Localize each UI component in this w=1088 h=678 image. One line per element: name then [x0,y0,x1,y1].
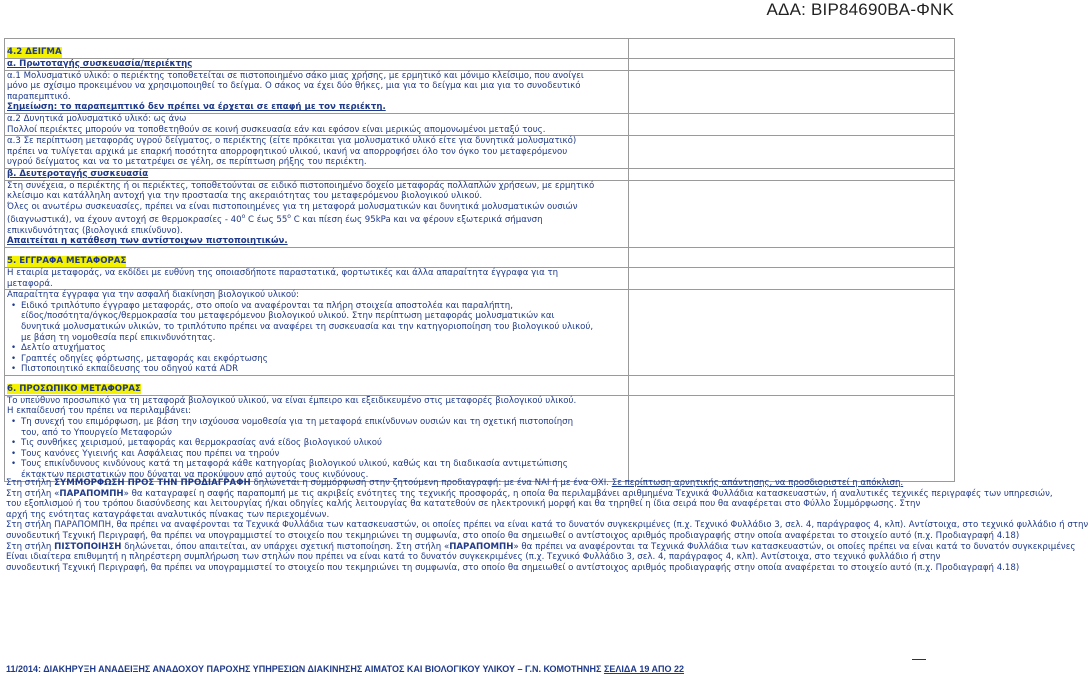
text-fragment: ΠΑΡΑΠΟΜΠΗ [449,541,514,552]
spec-cell [5,395,629,481]
footer-dash [912,659,926,660]
spec-cell [5,136,629,169]
text-fragment: » θα καταγραφεί η σαφής παραπομπή με τις ακριβείς ενότητες της τεχνικής προσφοράς, η οποία θα περιλαμβάνει αριθμημένα Τεχνικά Φυλλάδια κατασκευαστών, ή αναλυτικές τεχνικές περιγραφές των υπηρεσιών, [123,488,1053,499]
list-item: • Ειδικό τριπλότυπο έγγραφο μεταφοράς, στο οποίο να αναφέρονται τα πλήρη στοιχεία αποστολέα και παραλήπτη, [7,301,626,312]
text-fragment: Στη στήλη [6,478,55,488]
table-row [5,375,955,395]
note-line: συνοδευτική Τεχνική Περιγραφή, θα πρέπει να υπογραμμιστεί το στοιχείο που τεκμηριώνει τη συμφωνία, στο οποίο θα σημειωθεί ο αντίστοιχος αριθμός προδιαγραφής στην οποία αναφέρεται το στοιχείο αυτό (π.χ. Προδιαγραφή 4.18) [6,562,1020,573]
spec-cell [5,168,629,180]
table-row [5,247,955,267]
list-item-continuation: έκτακτων περιστατικών που δύναται να προκύψουν από αυτούς τους κινδύνους. [21,470,369,481]
compliance-cell [629,247,955,267]
notes-block [6,478,1088,573]
spec-cell [5,113,629,135]
note-line [6,488,1053,500]
spec-cell [5,39,629,59]
note-line: Είναι ιδιαίτερα επιθυμητή η πληρέστερη συμπλήρωση των στηλών που πρέπει να είναι κατά το δυνατόν συγκεκριμένες (π.χ. Τεχνικό Φυλλάδιο 3, σελ. 4, παράγραφος 4, κλπ). Αντίστοιχα, στο τεχνικό φυλλάδιο ή στην [6,552,941,563]
transport-documents-title: 5. ΕΓΓΡΑΦΑ ΜΕΤΑΦΟΡΑΣ [7,255,127,266]
list-item: • Γραπτές οδηγίες φόρτωσης, μεταφοράς και εκφόρτωσης [7,354,626,365]
text-fragment: ΣΥΜΜΟΡΦΩΣΗ ΠΡΟΣ ΤΗΝ ΠΡΟΔΙΑΓΡΑΦΗ [54,478,251,488]
text-line: Πολλοί περιέκτες μπορούν να τοποθετηθούν σε κοινή συσκευασία εάν και εφόσον είναι μερικώς απομονωμένοι μεταξύ τους. [7,124,546,135]
compliance-cell [629,59,955,71]
compliance-cell [629,375,955,395]
spec-cell [5,59,629,71]
table-row [5,168,955,180]
text-fragment: Στη στήλη [6,541,55,552]
ada-code: ΑΔΑ: ΒΙΡ84690ΒΑ-ΦΝΚ [766,0,954,19]
text-line: υγρού δείγματος και να το μετατρέψει σε γέλη, σε περίπτωση ρήξης του περιέκτη. [7,157,367,168]
text-line: κλείσιμο και κατάλληλη αντοχή για την προστασία της ακεραιότητας του μεταφερόμενου βιολογικού υλικού. [7,191,483,202]
text-fragment: C έως 55 [245,215,288,226]
primary-packaging-title: α. Πρωτοταγής συσκευασία/περιέκτης [7,59,193,69]
spec-cell [5,70,629,113]
list-item-continuation: δυνητικά μολυσματικών υλικών, το τριπλότυπο πρέπει να αναφέρει τη συσκευασία και την κατηγοριοποίηση του βιολογικού υλικού, [21,321,594,332]
spec-cell [5,375,629,395]
list-item: • Τους επικίνδυνους κινδύνους κατά τη μεταφορά κάθε κατηγορίας βιολογικού υλικού, καθώς και τη διαδικασία αντιμετώπισης [7,459,626,470]
table-row [5,113,955,135]
note-line: αρχή της ενότητας καταγράφεται αναλυτικός πίνακας των περιεχομένων. [6,509,330,520]
text-line: μόνο με σχίσιμο προκειμένου να χρησιμοποιηθεί το δείγμα. Ο σάκος να έχει δύο θήκες, μια για το δείγμα και μια για το συνοδευτικό [7,81,581,92]
spec-cell [5,290,629,376]
compliance-cell [629,136,955,169]
text-line: παραπεμπτικό. [7,91,71,102]
degree-sup: ο [287,213,291,221]
text-line: επικινδυνότητας (βιολογικά επικίνδυνο). [7,225,183,236]
compliance-table [4,38,955,482]
table-row [5,39,955,59]
text-line: Όλες οι ανωτέρω συσκευασίες, πρέπει να είναι πιστοποιημένες για τη μεταφορά μολυσματικών και δυνητικά μολυσματικών ουσιών [7,201,578,212]
table-row [5,180,955,247]
spec-cell [5,180,629,247]
secondary-packaging-title: β. Δευτεροταγής συσκευασία [7,168,149,179]
text-fragment: (διαγνωστικά), να έχουν αντοχή σε θερμοκρασίες - 40 [7,215,242,226]
compliance-cell [629,180,955,247]
list-item: • Πιστοποιητικό εκπαίδευσης του οδηγού κατά ADR [7,364,626,375]
footer-text: 11/2014: ΔΙΑΚΗΡΥΞΗ ΑΝΑΔΕΙΞΗΣ ΑΝΑΔΟΧΟΥ ΠΑΡΟΧΗΣ ΥΠΗΡΕΣΙΩΝ ΔΙΑΚΙΝΗΣΗΣ ΑΙΜΑΤΟΣ ΚΑΙ ΒΙΟΛΟΓΙΚΟΥ ΥΛΙΚΟΥ – Γ.Ν. ΚΟΜΟΤΗΝΗΣ [6,664,604,674]
note-line: συνοδευτική Τεχνική Περιγραφή, θα πρέπει να υπογραμμιστεί το στοιχείο που τεκμηριώνει τη συμφωνία, στο οποίο θα σημειωθεί ο αντίστοιχος αριθμός προδιαγραφής στην οποία αναφέρεται το στοιχείο αυτό (π.χ. Προδιαγραφή 4.18) [6,530,1020,541]
text-fragment: δηλώνεται η συμμόρφωση στην ζητούμενη προδιαγραφή: με ένα ΝΑΙ ή με ένα ΟΧΙ. [250,478,612,488]
section-heading: 4.2 ΔΕΙΓΜΑ [7,47,62,57]
text-fragment: ΠΙΣΤΟΠΟΙΗΣΗ [54,541,122,552]
note-text: Σημείωση: το παραπεμπτικό δεν πρέπει να έρχεται σε επαφή με τον περιέκτη. [7,102,386,113]
degree-sup: ο [241,213,246,221]
text-line: Το υπεύθυνο προσωπικό για τη μεταφορά βιολογικού υλικού, να είναι έμπειρο και εξειδικευμένο στις μεταφορές βιολογικού υλικού. [7,395,577,406]
text-line: Στη συνέχεια, ο περιέκτης ή οι περιέκτες, τοποθετούνται σε ειδικό πιστοποιημένο δοχείο μεταφοράς πολλαπλών χρήσεων, με ερμητικό [7,180,595,191]
list-item: • Τις συνθήκες χειρισμού, μεταφοράς και θερμοκρασίας ανά είδος βιολογικού υλικού [7,438,626,449]
temperature-line [7,212,626,225]
table-row [5,267,955,289]
text-line: Η εταιρία μεταφοράς, να εκδίδει με ευθύνη της οποιασδήποτε παραστατικά, φορτωτικές και άλλα απαραίτητα έγγραφα για τη [7,267,559,278]
list-item-continuation: του, από το Υπουργείο Μεταφορών [21,427,172,438]
text-line: α.3 Σε περίπτωση μεταφοράς υγρού δείγματος, ο περιέκτης (είτε πρόκειται για μολυσματικό υλικό είτε για δυνητικά μολυσματικό) [7,136,577,147]
list-item: • Τους κανόνες Υγιεινής και Ασφάλειας που πρέπει να τηρούν [7,449,626,460]
compliance-cell [629,39,955,59]
note-line [6,478,954,489]
text-line: μεταφορά. [7,278,53,289]
text-fragment: Στη στήλη « [6,488,60,499]
transport-staff-title: 6. ΠΡΟΣΩΠΙΚΟ ΜΕΤΑΦΟΡΑΣ [7,383,141,394]
text-fragment: » θα πρέπει να αναφέρονται τα Τεχνικά Φυλλάδια των κατασκευαστών, οι οποίες πρέπει να είναι κατά το δυνατόν συγκεκριμένες [513,541,1076,552]
text-fragment: Σε περίπτωση αρνητικής απάντησης, να προσδιοριστεί η απόκλιση. [611,478,904,488]
text-line: α.2 Δυνητικά μολυσματικό υλικό: ως άνω [7,113,187,124]
table-row [5,136,955,169]
certificates-required: Απαιτείται η κατάθεση των αντίστοιχων πιστοποιητικών. [7,236,288,247]
compliance-cell [629,267,955,289]
table-row [5,290,955,376]
note-line [6,541,1076,553]
text-line: Απαραίτητα έγγραφα για την ασφαλή διακίνηση βιολογικού υλικού: [7,290,300,301]
page-footer [6,664,684,674]
table-row [5,59,955,71]
text-fragment: ΠΑΡΑΠΟΜΠΗ [59,488,124,499]
compliance-cell [629,395,955,481]
table-row [5,395,955,481]
list-item-continuation: είδος/ποσότητα/όγκος/θερμοκρασία του μεταφερόμενου βιολογικού υλικού. Στην περίπτωση μεταφοράς μολυσματικών και [21,311,555,322]
compliance-cell [629,70,955,113]
compliance-cell [629,113,955,135]
table-row [5,70,955,113]
text-line: Η εκπαίδευσή του πρέπει να περιλαμβάνει: [7,406,192,417]
list-item-continuation: με βάση τη νομοθεσία περί επικινδυνότητας. [21,332,216,343]
compliance-cell [629,290,955,376]
text-fragment: δηλώνεται, όπου απαιτείται, αν υπάρχει σχετική πιστοποίηση. Στη στήλη « [121,541,450,552]
list-item: • Δελτίο ατυχήματος [7,343,626,354]
text-fragment: C και πίεση έως 95kPa και να φέρουν εξωτερικά σήμανση [290,215,543,226]
compliance-cell [629,168,955,180]
spec-cell [5,267,629,289]
text-line: πρέπει να τυλίγεται αρχικά με επαρκή ποσότητα απορροφητικού υλικού, ικανή να απορροφήσει όλο τον όγκο του μεταφερόμενου [7,146,568,157]
list-item: • Τη συνεχή του επιμόρφωση, με βάση την ισχύουσα νομοθεσία για τη μεταφορά επικίνδυνων ουσιών και τη σχετική πιστοποίηση [7,417,626,428]
spec-cell [5,247,629,267]
note-line: του εξοπλισμού ή του τρόπου διασύνδεσης και λειτουργίας ή/και οδηγίες καλής λειτουργίας θα κατατεθούν σε ηλεκτρονική μορφή και θα τηρηθεί η ίδια σειρά που θα αναφέρεται στο Φύλλο Συμμόρφωσης. Στην [6,499,921,510]
note-line: Στη στήλη ΠΑΡΑΠΟΜΠΗ, θα πρέπει να αναφέρονται τα Τεχνικά Φυλλάδια των κατασκευαστών, οι οποίες πρέπει να είναι κατά το δυνατόν συγκεκριμένες (π.χ. Τεχνικό Φυλλάδιο 3, σελ. 4, παράγραφος 4, κλπ). Αντίστοιχα, στο τεχνικό φυλλάδιο ή στην [6,520,1088,531]
page-number: ΣΕΛΙΔΑ 19 ΑΠΟ 22 [603,664,685,674]
text-line: α.1 Μολυσματικό υλικό: ο περιέκτης τοποθετείται σε πιστοποιημένο σάκο μιας χρήσης, με ερμητικό και μόνιμο κλείσιμο, που ανοίγει [7,70,584,81]
